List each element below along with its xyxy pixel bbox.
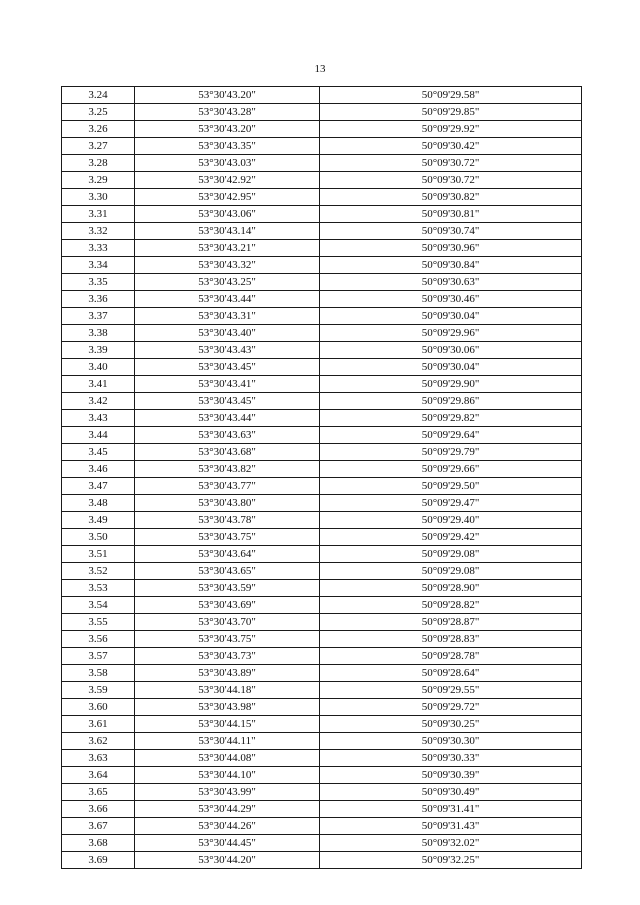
longitude-cell: 50°09'30.33"	[320, 750, 582, 767]
longitude-cell: 50°09'29.90"	[320, 376, 582, 393]
table-row	[62, 461, 582, 478]
table-row	[62, 801, 582, 818]
longitude-cell: 50°09'31.41"	[320, 801, 582, 818]
latitude-cell: 53°30'44.11"	[135, 733, 320, 750]
longitude-cell: 50°09'30.04"	[320, 359, 582, 376]
point-number-cell: 3.58	[62, 665, 135, 682]
longitude-cell: 50°09'30.39"	[320, 767, 582, 784]
latitude-cell: 53°30'44.26"	[135, 818, 320, 835]
longitude-cell: 50°09'28.87"	[320, 614, 582, 631]
point-number-cell: 3.29	[62, 172, 135, 189]
latitude-cell: 53°30'43.28"	[135, 104, 320, 121]
point-number-cell: 3.55	[62, 614, 135, 631]
table-row	[62, 631, 582, 648]
point-number-cell: 3.68	[62, 835, 135, 852]
table-row	[62, 410, 582, 427]
latitude-cell: 53°30'43.45"	[135, 359, 320, 376]
table-row	[62, 189, 582, 206]
point-number-cell: 3.59	[62, 682, 135, 699]
longitude-cell: 50°09'30.49"	[320, 784, 582, 801]
longitude-cell: 50°09'28.82"	[320, 597, 582, 614]
table-row	[62, 750, 582, 767]
longitude-cell: 50°09'28.64"	[320, 665, 582, 682]
point-number-cell: 3.61	[62, 716, 135, 733]
latitude-cell: 53°30'43.65"	[135, 563, 320, 580]
longitude-cell: 50°09'29.86"	[320, 393, 582, 410]
latitude-cell: 53°30'43.77"	[135, 478, 320, 495]
table-row	[62, 648, 582, 665]
point-number-cell: 3.54	[62, 597, 135, 614]
latitude-cell: 53°30'43.40"	[135, 325, 320, 342]
latitude-cell: 53°30'44.29"	[135, 801, 320, 818]
table-row	[62, 478, 582, 495]
point-number-cell: 3.56	[62, 631, 135, 648]
point-number-cell: 3.33	[62, 240, 135, 257]
longitude-cell: 50°09'29.79"	[320, 444, 582, 461]
longitude-cell: 50°09'29.42"	[320, 529, 582, 546]
longitude-cell: 50°09'30.46"	[320, 291, 582, 308]
point-number-cell: 3.32	[62, 223, 135, 240]
latitude-cell: 53°30'43.68"	[135, 444, 320, 461]
latitude-cell: 53°30'43.43"	[135, 342, 320, 359]
table-row	[62, 359, 582, 376]
point-number-cell: 3.64	[62, 767, 135, 784]
longitude-cell: 50°09'29.66"	[320, 461, 582, 478]
table-row	[62, 546, 582, 563]
table-row	[62, 104, 582, 121]
latitude-cell: 53°30'43.41"	[135, 376, 320, 393]
longitude-cell: 50°09'30.84"	[320, 257, 582, 274]
point-number-cell: 3.69	[62, 852, 135, 869]
longitude-cell: 50°09'28.78"	[320, 648, 582, 665]
table-row	[62, 529, 582, 546]
point-number-cell: 3.25	[62, 104, 135, 121]
table-row	[62, 580, 582, 597]
point-number-cell: 3.50	[62, 529, 135, 546]
table-row	[62, 682, 582, 699]
latitude-cell: 53°30'43.75"	[135, 529, 320, 546]
latitude-cell: 53°30'43.89"	[135, 665, 320, 682]
latitude-cell: 53°30'43.59"	[135, 580, 320, 597]
latitude-cell: 53°30'42.92"	[135, 172, 320, 189]
latitude-cell: 53°30'43.03"	[135, 155, 320, 172]
table-row	[62, 223, 582, 240]
point-number-cell: 3.49	[62, 512, 135, 529]
table-row	[62, 818, 582, 835]
point-number-cell: 3.52	[62, 563, 135, 580]
coordinates-table	[61, 86, 582, 869]
longitude-cell: 50°09'30.81"	[320, 206, 582, 223]
latitude-cell: 53°30'44.15"	[135, 716, 320, 733]
table-row	[62, 665, 582, 682]
latitude-cell: 53°30'43.75"	[135, 631, 320, 648]
point-number-cell: 3.43	[62, 410, 135, 427]
point-number-cell: 3.27	[62, 138, 135, 155]
latitude-cell: 53°30'43.21"	[135, 240, 320, 257]
longitude-cell: 50°09'29.92"	[320, 121, 582, 138]
latitude-cell: 53°30'43.98"	[135, 699, 320, 716]
latitude-cell: 53°30'43.45"	[135, 393, 320, 410]
point-number-cell: 3.44	[62, 427, 135, 444]
longitude-cell: 50°09'30.04"	[320, 308, 582, 325]
latitude-cell: 53°30'43.06"	[135, 206, 320, 223]
latitude-cell: 53°30'43.44"	[135, 291, 320, 308]
point-number-cell: 3.51	[62, 546, 135, 563]
longitude-cell: 50°09'31.43"	[320, 818, 582, 835]
point-number-cell: 3.42	[62, 393, 135, 410]
table-row	[62, 376, 582, 393]
table-row	[62, 699, 582, 716]
point-number-cell: 3.45	[62, 444, 135, 461]
table-row	[62, 784, 582, 801]
point-number-cell: 3.34	[62, 257, 135, 274]
point-number-cell: 3.38	[62, 325, 135, 342]
longitude-cell: 50°09'30.42"	[320, 138, 582, 155]
table-row	[62, 835, 582, 852]
latitude-cell: 53°30'43.69"	[135, 597, 320, 614]
latitude-cell: 53°30'43.80"	[135, 495, 320, 512]
longitude-cell: 50°09'29.82"	[320, 410, 582, 427]
point-number-cell: 3.41	[62, 376, 135, 393]
longitude-cell: 50°09'29.72"	[320, 699, 582, 716]
longitude-cell: 50°09'29.64"	[320, 427, 582, 444]
table-row	[62, 155, 582, 172]
table-row	[62, 291, 582, 308]
point-number-cell: 3.36	[62, 291, 135, 308]
longitude-cell: 50°09'29.58"	[320, 87, 582, 104]
table-row	[62, 427, 582, 444]
point-number-cell: 3.60	[62, 699, 135, 716]
point-number-cell: 3.66	[62, 801, 135, 818]
longitude-cell: 50°09'30.63"	[320, 274, 582, 291]
latitude-cell: 53°30'43.25"	[135, 274, 320, 291]
longitude-cell: 50°09'29.50"	[320, 478, 582, 495]
table-row	[62, 308, 582, 325]
point-number-cell: 3.46	[62, 461, 135, 478]
latitude-cell: 53°30'43.20"	[135, 121, 320, 138]
point-number-cell: 3.30	[62, 189, 135, 206]
table-row	[62, 733, 582, 750]
table-row	[62, 614, 582, 631]
point-number-cell: 3.40	[62, 359, 135, 376]
latitude-cell: 53°30'43.82"	[135, 461, 320, 478]
longitude-cell: 50°09'30.82"	[320, 189, 582, 206]
point-number-cell: 3.63	[62, 750, 135, 767]
longitude-cell: 50°09'29.55"	[320, 682, 582, 699]
table-row	[62, 240, 582, 257]
table-row	[62, 767, 582, 784]
table-row	[62, 444, 582, 461]
longitude-cell: 50°09'30.06"	[320, 342, 582, 359]
point-number-cell: 3.65	[62, 784, 135, 801]
point-number-cell: 3.67	[62, 818, 135, 835]
point-number-cell: 3.57	[62, 648, 135, 665]
latitude-cell: 53°30'43.14"	[135, 223, 320, 240]
latitude-cell: 53°30'44.20"	[135, 852, 320, 869]
latitude-cell: 53°30'43.70"	[135, 614, 320, 631]
table-row	[62, 172, 582, 189]
latitude-cell: 53°30'43.35"	[135, 138, 320, 155]
table-row	[62, 87, 582, 104]
latitude-cell: 53°30'43.78"	[135, 512, 320, 529]
table-row	[62, 716, 582, 733]
longitude-cell: 50°09'30.72"	[320, 172, 582, 189]
latitude-cell: 53°30'43.63"	[135, 427, 320, 444]
point-number-cell: 3.48	[62, 495, 135, 512]
longitude-cell: 50°09'29.08"	[320, 563, 582, 580]
table-row	[62, 393, 582, 410]
table-row	[62, 342, 582, 359]
table-row	[62, 257, 582, 274]
table-row	[62, 563, 582, 580]
point-number-cell: 3.26	[62, 121, 135, 138]
point-number-cell: 3.28	[62, 155, 135, 172]
longitude-cell: 50°09'30.72"	[320, 155, 582, 172]
latitude-cell: 53°30'44.45"	[135, 835, 320, 852]
page-number: 13	[314, 63, 326, 75]
longitude-cell: 50°09'30.25"	[320, 716, 582, 733]
latitude-cell: 53°30'42.95"	[135, 189, 320, 206]
longitude-cell: 50°09'30.96"	[320, 240, 582, 257]
longitude-cell: 50°09'29.96"	[320, 325, 582, 342]
table-row	[62, 121, 582, 138]
longitude-cell: 50°09'29.40"	[320, 512, 582, 529]
point-number-cell: 3.37	[62, 308, 135, 325]
latitude-cell: 53°30'44.18"	[135, 682, 320, 699]
table-row	[62, 495, 582, 512]
longitude-cell: 50°09'29.08"	[320, 546, 582, 563]
longitude-cell: 50°09'30.30"	[320, 733, 582, 750]
latitude-cell: 53°30'44.10"	[135, 767, 320, 784]
table-row	[62, 206, 582, 223]
latitude-cell: 53°30'43.99"	[135, 784, 320, 801]
latitude-cell: 53°30'43.20"	[135, 87, 320, 104]
table-row	[62, 852, 582, 869]
longitude-cell: 50°09'29.85"	[320, 104, 582, 121]
coordinates-table-body	[62, 87, 582, 869]
longitude-cell: 50°09'29.47"	[320, 495, 582, 512]
table-row	[62, 138, 582, 155]
longitude-cell: 50°09'28.90"	[320, 580, 582, 597]
table-row	[62, 512, 582, 529]
longitude-cell: 50°09'28.83"	[320, 631, 582, 648]
longitude-cell: 50°09'30.74"	[320, 223, 582, 240]
point-number-cell: 3.24	[62, 87, 135, 104]
table-row	[62, 597, 582, 614]
longitude-cell: 50°09'32.02"	[320, 835, 582, 852]
point-number-cell: 3.47	[62, 478, 135, 495]
latitude-cell: 53°30'44.08"	[135, 750, 320, 767]
latitude-cell: 53°30'43.64"	[135, 546, 320, 563]
latitude-cell: 53°30'43.32"	[135, 257, 320, 274]
point-number-cell: 3.39	[62, 342, 135, 359]
longitude-cell: 50°09'32.25"	[320, 852, 582, 869]
latitude-cell: 53°30'43.73"	[135, 648, 320, 665]
point-number-cell: 3.53	[62, 580, 135, 597]
table-row	[62, 325, 582, 342]
latitude-cell: 53°30'43.44"	[135, 410, 320, 427]
point-number-cell: 3.31	[62, 206, 135, 223]
point-number-cell: 3.35	[62, 274, 135, 291]
point-number-cell: 3.62	[62, 733, 135, 750]
table-row	[62, 274, 582, 291]
latitude-cell: 53°30'43.31"	[135, 308, 320, 325]
